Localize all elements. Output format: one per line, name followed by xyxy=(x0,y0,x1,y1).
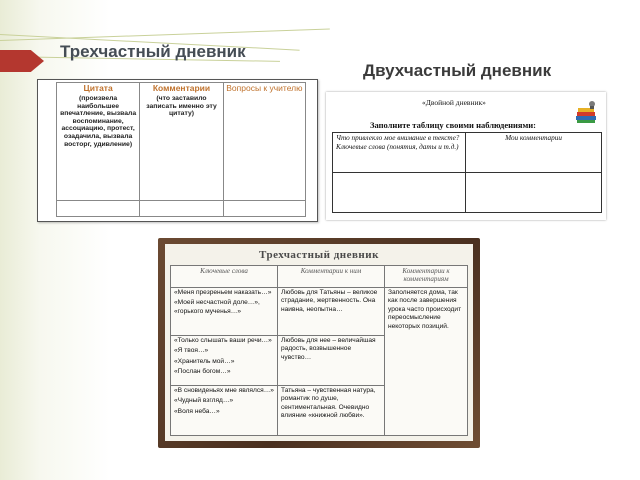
header-comments-to-them: Комментарии к ним xyxy=(278,266,385,288)
quote-line: «В сновиденьях мне являлся…» xyxy=(174,387,274,394)
header-key-words: Ключевые слова xyxy=(171,266,278,288)
comment-cell: Любовь для нее – величайшая радость, возвышенное чувство… xyxy=(278,336,385,386)
quote-line: «Меня презреньем наказать…» xyxy=(174,289,272,296)
quote-line: «Моей несчастной доле…», «горького мученья…» xyxy=(174,299,260,315)
quote-hint: (произвела наибольшее впечатление, вызвала воспоминание, ассоциацию, протест, озадачила, вызвала восторг, удивление) xyxy=(60,95,137,148)
quote-line: «Послан богом…» xyxy=(174,368,231,376)
quote-line: «Я твоя…» xyxy=(174,347,209,355)
comments-hint: (что заставило записать именно эту цитату) xyxy=(146,95,217,118)
instruction-text: Заполните таблицу своими наблюдениями: xyxy=(370,120,537,130)
quote-line: «Только слышать ваши речи…» xyxy=(174,337,272,344)
quote-line: «Хранитель мой…» xyxy=(174,357,235,365)
comment-cell: Татьяна – чувственная натура, романтик по душе, сентиментальная. Очевидно влияние «книжной любви». xyxy=(278,386,385,436)
column-my-comments: Мои комментарии xyxy=(466,133,602,173)
quotes-cell xyxy=(171,336,278,386)
comment-cell: Любовь для Татьяны – великое страдание, жертвенность. Она наивна, неопытна… xyxy=(278,288,385,336)
quote-line: «Чудный взгляд…» xyxy=(174,397,234,405)
column-key-words: Что привлекло мое внимание в тексте? Ключевые слова (понятия, даты и т.д.) xyxy=(333,133,466,173)
quotes-cell xyxy=(171,386,278,436)
header-meta-comments: Комментарии к комментариям xyxy=(385,266,468,288)
header-quote: Цитата xyxy=(83,83,113,93)
quotes-cell xyxy=(171,288,278,336)
double-diary-caption: «Двойной дневник» xyxy=(422,98,486,107)
header-questions: Вопросы к учителю xyxy=(226,83,303,93)
title-two-part-diary: Двухчастный дневник xyxy=(363,61,552,80)
two-part-table xyxy=(326,92,606,220)
three-part-table-example xyxy=(165,244,473,441)
example-title: Трехчастный дневник xyxy=(259,249,379,261)
meta-comment-cell: Заполняется дома, так как после завершения урока часто происходит переосмысление некоторых позиций. xyxy=(385,288,468,436)
books-icon xyxy=(572,98,600,126)
quote-line: «Воля неба…» xyxy=(174,407,220,415)
three-part-table-blank xyxy=(37,79,318,222)
title-three-part-diary: Трехчастный дневник xyxy=(60,42,246,61)
header-comments: Комментарии xyxy=(152,83,211,93)
